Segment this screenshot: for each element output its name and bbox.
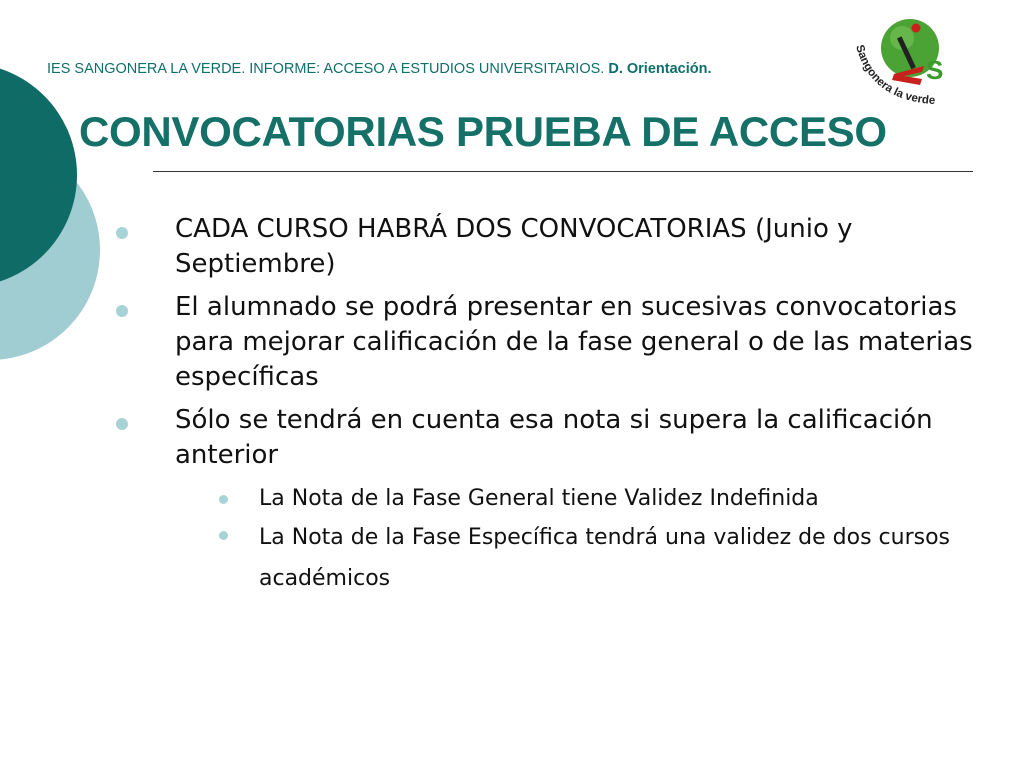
header-institution: IES SANGONERA LA VERDE. INFORME: ACCESO A ESTUDIOS UNIVERSITARIOS. — [47, 61, 609, 77]
sub-bullet-item — [0, 517, 1024, 599]
logo-curved-text-path: Sangonera la verde — [853, 43, 936, 108]
sub-bullet-dot — [219, 531, 228, 540]
header-department: D. Orientación. — [608, 61, 712, 77]
school-logo — [842, 16, 967, 116]
bullet-dot — [116, 227, 128, 239]
header-line — [47, 61, 711, 77]
sub-bullet-item — [0, 481, 1024, 517]
bullet-dot — [116, 305, 128, 317]
sub-bullet-dot — [219, 495, 228, 504]
logo-letter-s: S — [926, 55, 944, 85]
sub-bullet-text: La Nota de la Fase General tiene Validez Indefinida — [259, 486, 819, 511]
bullet-item — [0, 403, 1024, 473]
bullet-text: Sólo se tendrá en cuenta esa nota si supera la calificación anterior — [175, 405, 933, 470]
bullet-item — [0, 290, 1024, 395]
bullet-text: El alumnado se podrá presentar en sucesivas convocatorias para mejorar calificación de la fase general o de las materias específicas — [175, 292, 973, 392]
bullet-dot — [116, 418, 128, 430]
title-underline — [153, 171, 973, 172]
bullet-item — [0, 212, 1024, 282]
slide-title: CONVOCATORIAS PRUEBA DE ACCESO — [79, 108, 887, 155]
logo-red-dot — [912, 24, 921, 33]
bullet-list — [0, 212, 1024, 599]
sub-bullet-text: La Nota de la Fase Específica tendrá una validez de dos cursos académicos — [259, 525, 950, 591]
bullet-text: CADA CURSO HABRÁ DOS CONVOCATORIAS (Junio y Septiembre) — [175, 214, 853, 279]
